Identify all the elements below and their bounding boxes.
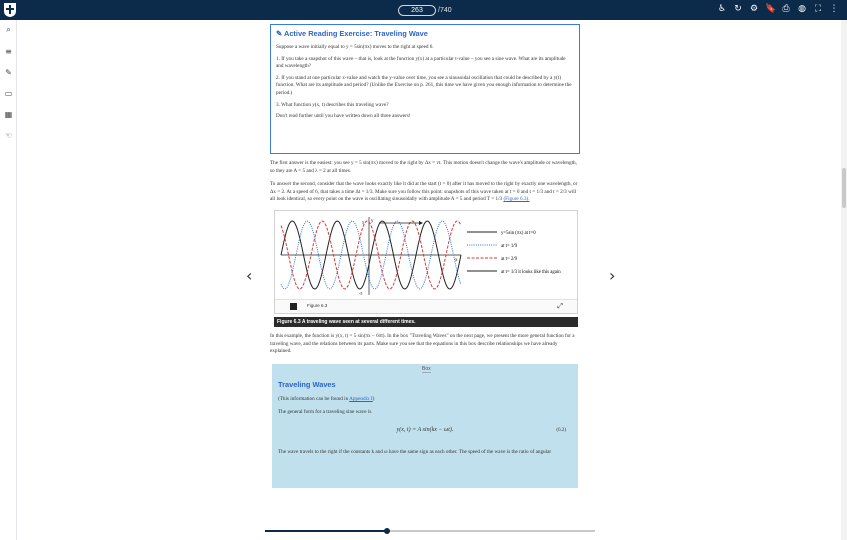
activity-p3: 2. If you stand at one particular x-value and watch the y-value over time, you see a sinusoidal oscillation that could be described by a y(t) function. What are its amplitude and period? (Unlike the Exercise on p. 261, this time we have given you enough information to determine the period.) (276, 74, 572, 96)
page-slider[interactable] (265, 530, 595, 532)
globe-icon[interactable]: ◍ (798, 4, 806, 14)
figure-label: Figure 6.3 (307, 302, 328, 308)
grid-icon[interactable]: ▦ (4, 110, 13, 119)
print-icon[interactable]: ⎙ (782, 4, 790, 14)
body-para2 (270, 181, 580, 204)
left-sidebar (0, 20, 17, 540)
box-p1-text: (This information can be found in (278, 395, 350, 402)
figure-6-3 (274, 210, 578, 314)
body-para2-text: To answer the second, consider that the wave looks exactly like it did at the start (t = 0) after it has moved to the right by exactly one wavelength, or Δx = 2. At a speed of 6, that takes a time Δt = 1/3. Make sure you follow this point: snapshots of this wave taken at t = 0 and t = 1/3 and t = 2/3 will all look identical, so every point on the wave is oscillating sinusoidally with amplitude A = 5 and period T = 1/3 (270, 181, 578, 203)
slider-knob[interactable] (384, 528, 390, 534)
activity-title (276, 29, 574, 38)
activity-title-text: Active Reading Exercise: Traveling Wave (283, 29, 428, 38)
legend-0: y=5sin (πx) at t=0 (501, 230, 536, 236)
activity-p1: Suppose a wave initially equal to y = 5sin(πx) moves to the right at speed 6. (276, 44, 434, 50)
legend-3: at t= 1/3 it looks like this again (501, 269, 561, 275)
image-icon (290, 303, 297, 310)
previous-page-button[interactable]: ‹ (246, 266, 253, 285)
appendix-link[interactable]: Appendix I (349, 395, 373, 402)
vertical-scrollbar[interactable] (841, 20, 847, 540)
body-para1: The first answer is the easiest: you see y = 5 sin(πx) moved to the right by Δx = vt. This motion doesn't change the wave's amplitude or wavelength, so they are A = 5 and λ = 2 at all times. (270, 160, 577, 174)
page-total: /740 (438, 7, 452, 14)
wave-chart (279, 215, 575, 299)
figure-link[interactable]: (Figure 6.3). (503, 196, 530, 203)
accessibility-icon[interactable]: ♿ (717, 4, 727, 14)
active-reading-box (270, 24, 580, 154)
expand-icon[interactable]: ⤢ (557, 301, 563, 310)
equation-6-2 (278, 427, 572, 435)
clipboard-icon[interactable]: ▭ (4, 89, 13, 98)
equation-text: y(x, t) = A sin(kx − ωt). (396, 426, 454, 433)
figure-caption: Figure 6.3 A traveling wave seen at several different times. (274, 317, 578, 327)
figure-footer (275, 299, 577, 313)
search-icon[interactable]: ⌕ (6, 25, 11, 34)
box-tag: Box (422, 365, 431, 372)
y-bottom-tick: -5 (359, 290, 363, 296)
menu-icon[interactable]: ≡ (5, 47, 12, 56)
hand-icon[interactable]: ☜ (4, 131, 13, 140)
activity-p5: Don't read further until you have written down all three answers! (276, 113, 411, 120)
logo-icon (3, 2, 17, 18)
bookmark-icon[interactable]: 🔖 (765, 4, 777, 14)
box-p2: The general form for a traveling sine wave is (278, 409, 372, 416)
x-axis-label: x (455, 257, 458, 263)
sync-icon[interactable]: ↻ (734, 4, 742, 14)
activity-p4: 3. What function y(x, t) describes this traveling wave? (276, 101, 389, 108)
page-number-input[interactable]: 263 (398, 5, 436, 16)
arrow-head (419, 221, 423, 225)
slider-fill (265, 530, 387, 532)
traveling-waves-box (272, 364, 578, 488)
activity-p2: 1. If you take a snapshot of this wave – that is, look at the function y(x) at a particular t-value – you see a sine wave. What are its amplitude and wavelength? (276, 55, 566, 70)
page-content (270, 24, 580, 488)
box-p3: The wave travels to the right if the constants k and ω have the same sign as each other. The speed of the wave is the ratio of angular (278, 448, 552, 455)
legend-2: at t= 2/9 (501, 256, 518, 262)
top-toolbar (0, 0, 847, 20)
box-p1-end: ) (372, 395, 375, 402)
more-icon[interactable]: ⋮ (829, 4, 839, 14)
edit-icon[interactable]: ✎ (5, 68, 12, 77)
y-axis-label: y (371, 218, 374, 224)
equation-number: (6.2) (556, 427, 566, 433)
legend-1: at t= 1/9 (501, 243, 518, 249)
body-para3: In this example, the function is y(x, t) = 5 sin(πx − 6πt). In the box "Traveling Waves" on the next page, we present the more general function for a traveling wave, and the relations between its parts. Make sure you see that the equations in this box describe relationships we have already explained. (270, 332, 575, 355)
fullscreen-icon[interactable]: ⛶ (814, 4, 822, 14)
settings-icon[interactable]: ⚙ (749, 4, 759, 14)
pencil-icon: ✎ (276, 29, 283, 38)
y-top-tick: 5 (362, 219, 364, 225)
scrollbar-thumb[interactable] (842, 168, 846, 208)
next-page-button[interactable]: › (609, 266, 616, 285)
box-title: Traveling Waves (278, 379, 336, 389)
box-p1 (278, 396, 572, 404)
